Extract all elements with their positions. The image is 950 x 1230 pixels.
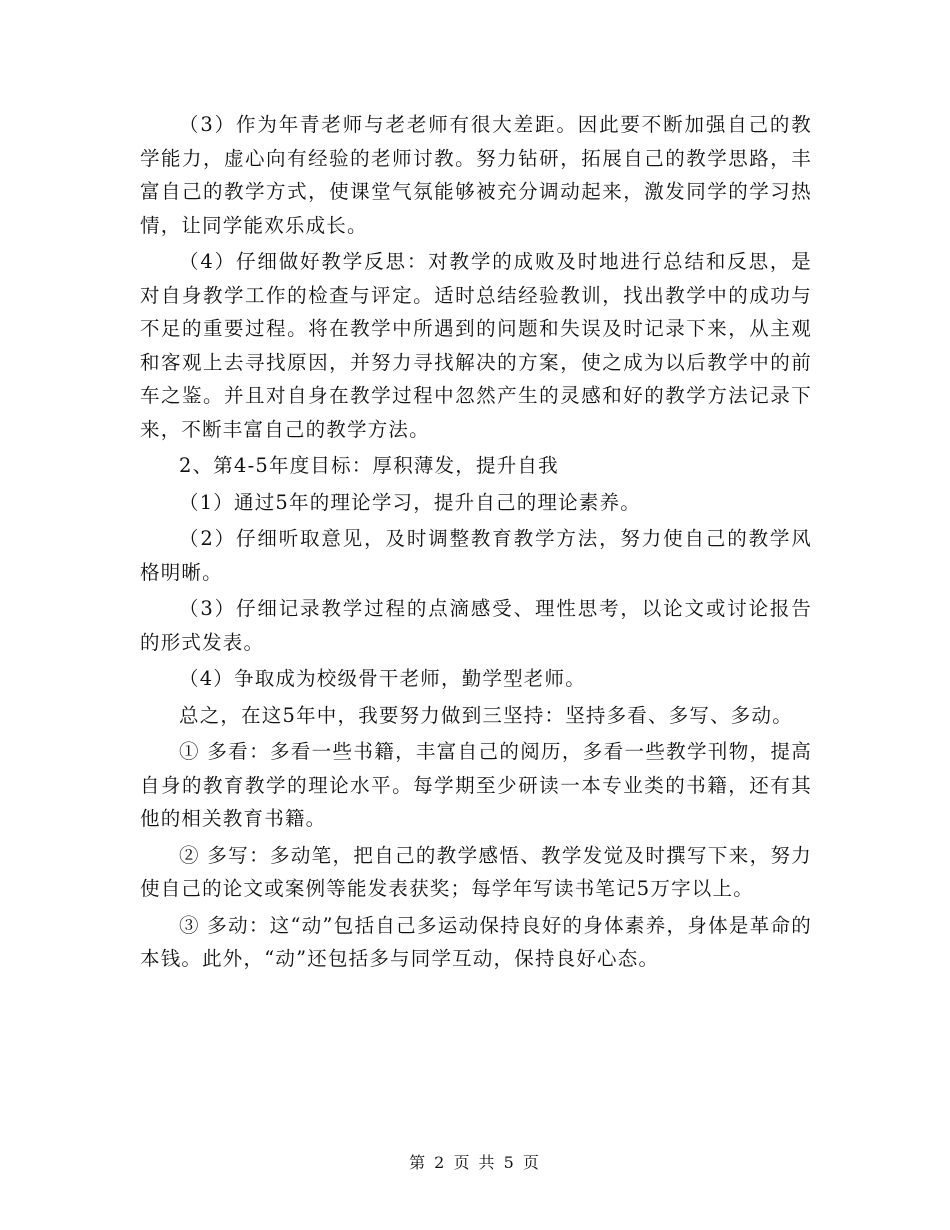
paragraph: （1）通过5年的理论学习，提升自己的理论素养。 xyxy=(179,490,641,514)
paragraph: （2）仔细听取意见，及时调整教育教学方法，努力使自己的教学风格明晰。 xyxy=(140,527,812,584)
paragraph: ② 多写：多动笔，把自己的教学感悟、教学发觉及时撰写下来，努力使自己的论文或案例等能发表获奖；每学年写读书笔记5万字以上。 xyxy=(140,843,812,900)
paragraph: ① 多看：多看一些书籍，丰富自己的阅历，多看一些教学刊物，提高自身的教育教学的理论水平。每学期至少研读一本专业类的书籍，还有其他的相关教育书籍。 xyxy=(140,740,812,830)
paragraph: （4）仔细做好教学反思：对教学的成败及时地进行总结和反思，是对自身教学工作的检查与评定。适时总结经验教训，找出教学中的成功与不足的重要过程。将在教学中所遇到的问题和失误及时记录下来，从主观和客观上去寻找原因，并努力寻找解决的方案，使之成为以后教学中的前车之鉴。并且对自身在教学过程中忽然产生的灵感和好的教学方法记录下来，不断丰富自己的教学方法。 xyxy=(140,250,812,441)
paragraph: 总之，在这5年中，我要努力做到三坚持：坚持多看、多写、多动。 xyxy=(179,703,793,727)
document-body xyxy=(140,108,812,976)
section-heading: 2、第4-5年度目标：厚积薄发，提升自我 xyxy=(179,454,559,477)
paragraph: （3）仔细记录教学过程的点滴感受、理性思考，以论文或讨论报告的形式发表。 xyxy=(140,597,812,654)
page-number-footer: 第 2 页 共 5 页 xyxy=(409,1153,541,1172)
paragraph: ③ 多动：这“动”包括自己多运动保持良好的身体素养，身体是革命的本钱。此外，“动”还包括多与同学互动，保持良好心态。 xyxy=(140,913,812,970)
paragraph: （4）争取成为校级骨干老师，勤学型老师。 xyxy=(179,667,586,690)
paragraph: （3）作为年青老师与老老师有很大差距。因此要不断加强自己的教学能力，虚心向有经验的老师讨教。努力钻研，拓展自己的教学思路，丰富自己的教学方式，使课堂气氛能够被充分调动起来，激发同学的学习热情，让同学能欢乐成长。 xyxy=(140,113,812,237)
